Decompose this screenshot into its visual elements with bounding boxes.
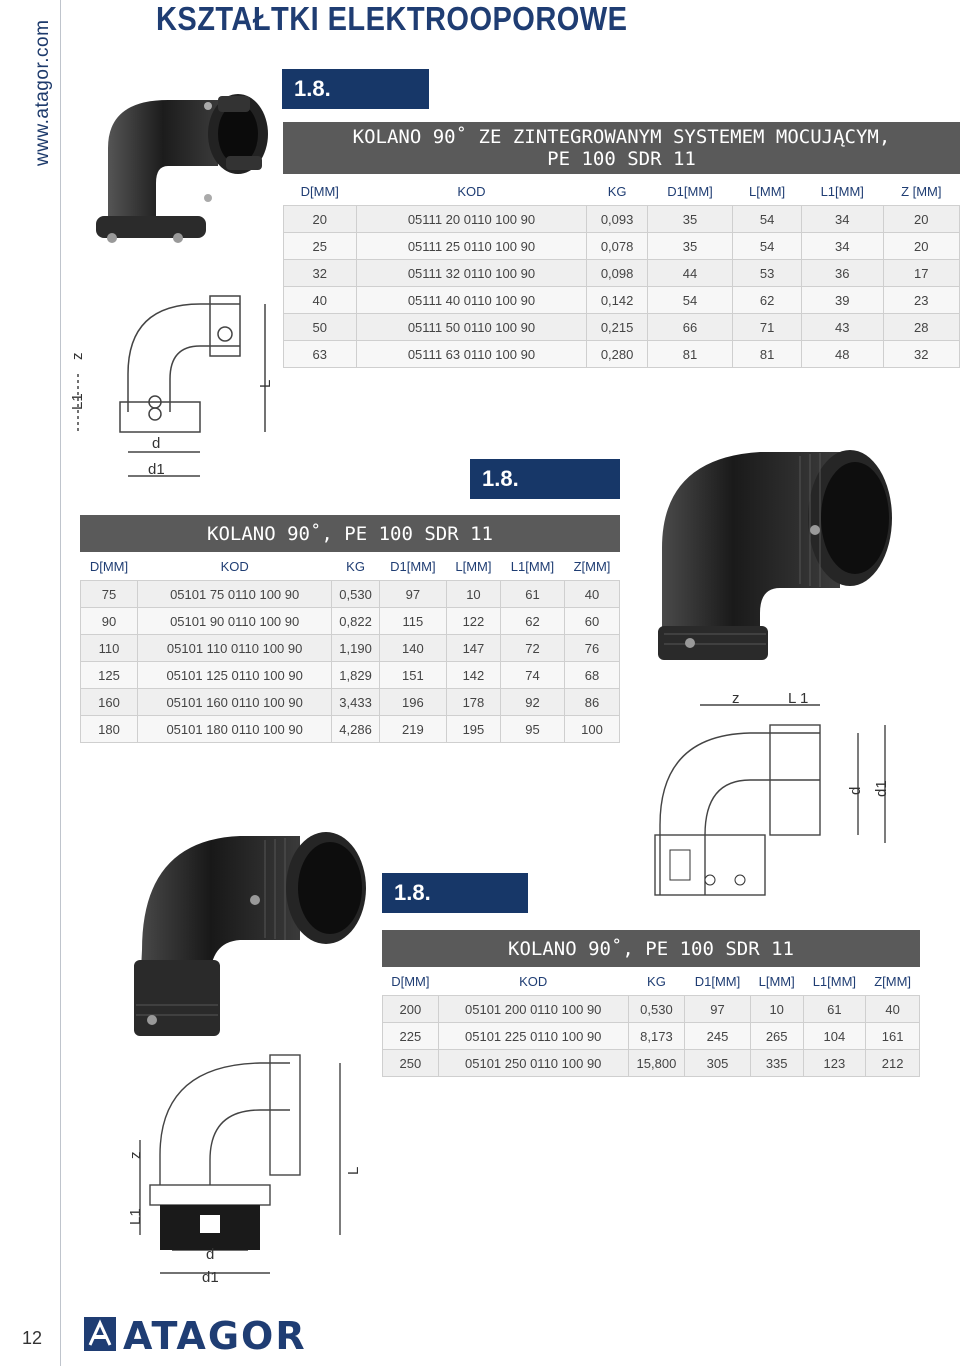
table-cell: 48 (801, 341, 883, 368)
table-cell: 97 (379, 581, 446, 608)
column-header: L1[MM] (801, 177, 883, 206)
table-cell: 32 (284, 260, 357, 287)
table-row (284, 206, 960, 233)
s3-label-d: d (206, 1246, 215, 1263)
table-cell: 0,530 (628, 996, 684, 1023)
table-cell: 05101 160 0110 100 90 (137, 689, 331, 716)
table-cell: 05101 90 0110 100 90 (137, 608, 331, 635)
table-cell: 160 (81, 689, 138, 716)
table-cell: 23 (883, 287, 959, 314)
table-row (81, 608, 620, 635)
table-cell: 34 (801, 233, 883, 260)
table-cell: 122 (446, 608, 500, 635)
s2-label-d1: d1 (873, 780, 890, 797)
table-cell: 86 (565, 689, 620, 716)
s1-label-z: z (69, 352, 86, 360)
column-header: L1[MM] (803, 967, 866, 996)
table-cell: 1,190 (332, 635, 379, 662)
table-cell: 05101 75 0110 100 90 (137, 581, 331, 608)
table-cell: 196 (379, 689, 446, 716)
table-cell: 05111 32 0110 100 90 (356, 260, 587, 287)
table-cell: 0,822 (332, 608, 379, 635)
table-row (81, 716, 620, 743)
table-cell: 10 (446, 581, 500, 608)
table-row (81, 662, 620, 689)
table-row (383, 996, 920, 1023)
table-cell: 17 (883, 260, 959, 287)
table-cell: 72 (500, 635, 564, 662)
table-cell: 63 (284, 341, 357, 368)
table-cell: 62 (500, 608, 564, 635)
table-row (284, 314, 960, 341)
table-cell: 104 (803, 1023, 866, 1050)
column-header: L[MM] (750, 967, 803, 996)
atagor-logo-icon (82, 1315, 118, 1353)
table-cell: 8,173 (628, 1023, 684, 1050)
column-header: KOD (137, 552, 331, 581)
table-cell: 178 (446, 689, 500, 716)
column-header: KG (587, 177, 647, 206)
s1-label-d1: d1 (148, 461, 165, 478)
table-cell: 140 (379, 635, 446, 662)
table-row (284, 233, 960, 260)
table-cell: 05101 250 0110 100 90 (438, 1050, 628, 1077)
table-cell: 335 (750, 1050, 803, 1077)
table-cell: 81 (733, 341, 802, 368)
page-number: 12 (22, 1328, 43, 1348)
s2-label-z: z (732, 690, 740, 707)
table-cell: 60 (565, 608, 620, 635)
section3-number: 1.8. (382, 873, 528, 913)
table-cell: 53 (733, 260, 802, 287)
table-cell: 05111 20 0110 100 90 (356, 206, 587, 233)
section1-product-photo (88, 88, 278, 268)
page-title: KSZTAŁTKI ELEKTROOPOROWE (156, 0, 628, 37)
column-header: Z [MM] (883, 177, 959, 206)
website-url[interactable]: www.atagor.com (32, 19, 53, 166)
table-cell: 115 (379, 608, 446, 635)
section2-title-text: KOLANO 90˚, PE 100 SDR 11 (207, 522, 493, 545)
table-cell: 34 (801, 206, 883, 233)
table-cell: 195 (446, 716, 500, 743)
section3-table (382, 967, 920, 1077)
table-cell: 54 (733, 206, 802, 233)
s3-label-d1: d1 (202, 1269, 219, 1285)
section1-number: 1.8. (282, 69, 429, 109)
table-cell: 05101 110 0110 100 90 (137, 635, 331, 662)
section1-technical-drawing (60, 284, 290, 494)
column-header: KG (332, 552, 379, 581)
table-cell: 40 (565, 581, 620, 608)
table-cell: 05101 125 0110 100 90 (137, 662, 331, 689)
column-header: Z[MM] (866, 967, 920, 996)
table-cell: 265 (750, 1023, 803, 1050)
table-row (81, 635, 620, 662)
table-cell: 142 (446, 662, 500, 689)
table-row (284, 341, 960, 368)
table-cell: 50 (284, 314, 357, 341)
section2-number: 1.8. (470, 459, 620, 499)
table-cell: 35 (647, 233, 733, 260)
table-cell: 0,280 (587, 341, 647, 368)
table-cell: 225 (383, 1023, 439, 1050)
table-cell: 61 (803, 996, 866, 1023)
table-cell: 250 (383, 1050, 439, 1077)
column-header: L[MM] (446, 552, 500, 581)
table-cell: 05111 50 0110 100 90 (356, 314, 587, 341)
table-cell: 71 (733, 314, 802, 341)
column-header: D[MM] (81, 552, 138, 581)
column-header: L[MM] (733, 177, 802, 206)
section2-title (80, 515, 620, 552)
atagor-logo-text: ATAGOR (123, 1314, 307, 1358)
table-cell: 125 (81, 662, 138, 689)
table-cell: 151 (379, 662, 446, 689)
table-cell: 40 (284, 287, 357, 314)
table-cell: 3,433 (332, 689, 379, 716)
table-cell: 0,142 (587, 287, 647, 314)
table-cell: 05101 225 0110 100 90 (438, 1023, 628, 1050)
table-cell: 05111 40 0110 100 90 (356, 287, 587, 314)
section2-table (80, 552, 620, 743)
table-cell: 74 (500, 662, 564, 689)
table-cell: 20 (883, 206, 959, 233)
table-cell: 28 (883, 314, 959, 341)
s3-label-l1: L1 (127, 1208, 144, 1225)
table-cell: 05111 25 0110 100 90 (356, 233, 587, 260)
table-cell: 40 (866, 996, 920, 1023)
table-cell: 32 (883, 341, 959, 368)
table-cell: 97 (685, 996, 751, 1023)
table-cell: 123 (803, 1050, 866, 1077)
s2-label-d: d (847, 786, 864, 795)
table-cell: 36 (801, 260, 883, 287)
s3-label-z: z (127, 1151, 144, 1159)
table-cell: 161 (866, 1023, 920, 1050)
table-cell: 05101 180 0110 100 90 (137, 716, 331, 743)
table-cell: 95 (500, 716, 564, 743)
s2-label-l1: L 1 (788, 690, 809, 707)
section3-product-photo (130, 830, 375, 1045)
section3-title (382, 930, 920, 967)
table-cell: 0,530 (332, 581, 379, 608)
table-cell: 10 (750, 996, 803, 1023)
column-header: KOD (356, 177, 587, 206)
s3-label-l: L (345, 1166, 362, 1175)
section2-product-photo (650, 438, 905, 673)
table-cell: 100 (565, 716, 620, 743)
table-cell: 68 (565, 662, 620, 689)
table-cell: 81 (647, 341, 733, 368)
table-cell: 200 (383, 996, 439, 1023)
table-cell: 75 (81, 581, 138, 608)
table-row (284, 260, 960, 287)
table-row (81, 689, 620, 716)
table-cell: 44 (647, 260, 733, 287)
section1-table (283, 177, 960, 368)
table-cell: 219 (379, 716, 446, 743)
table-cell: 20 (284, 206, 357, 233)
column-header: D[MM] (383, 967, 439, 996)
table-cell: 43 (801, 314, 883, 341)
column-header: L1[MM] (500, 552, 564, 581)
column-header: D1[MM] (379, 552, 446, 581)
table-cell: 90 (81, 608, 138, 635)
table-cell: 61 (500, 581, 564, 608)
section1-title-line1: KOLANO 90˚ ZE ZINTEGROWANYM SYSTEMEM MOCUJĄCYM, (352, 126, 891, 148)
table-cell: 76 (565, 635, 620, 662)
s1-label-d: d (152, 435, 161, 452)
section3-technical-drawing (120, 1045, 380, 1285)
table-cell: 1,829 (332, 662, 379, 689)
section3-title-text: KOLANO 90˚, PE 100 SDR 11 (508, 937, 794, 960)
table-cell: 0,098 (587, 260, 647, 287)
column-header: KG (628, 967, 684, 996)
table-cell: 110 (81, 635, 138, 662)
table-cell: 20 (883, 233, 959, 260)
s1-label-l: L (257, 379, 274, 388)
table-cell: 4,286 (332, 716, 379, 743)
table-row (383, 1050, 920, 1077)
table-cell: 0,215 (587, 314, 647, 341)
table-cell: 39 (801, 287, 883, 314)
table-row (284, 287, 960, 314)
column-header: D[MM] (284, 177, 357, 206)
table-cell: 0,078 (587, 233, 647, 260)
table-cell: 54 (733, 233, 802, 260)
table-cell: 305 (685, 1050, 751, 1077)
table-cell: 147 (446, 635, 500, 662)
sidebar-divider (60, 0, 61, 1366)
section2-technical-drawing (640, 685, 940, 915)
table-row (383, 1023, 920, 1050)
table-cell: 25 (284, 233, 357, 260)
table-cell: 180 (81, 716, 138, 743)
column-header: D1[MM] (685, 967, 751, 996)
s1-label-l1: L1 (69, 393, 86, 410)
table-row (81, 581, 620, 608)
table-cell: 62 (733, 287, 802, 314)
table-cell: 245 (685, 1023, 751, 1050)
column-header: Z[MM] (565, 552, 620, 581)
table-cell: 0,093 (587, 206, 647, 233)
column-header: D1[MM] (647, 177, 733, 206)
table-cell: 05111 63 0110 100 90 (356, 341, 587, 368)
column-header: KOD (438, 967, 628, 996)
section1-title (283, 122, 960, 174)
table-cell: 66 (647, 314, 733, 341)
table-cell: 92 (500, 689, 564, 716)
table-cell: 05101 200 0110 100 90 (438, 996, 628, 1023)
table-cell: 15,800 (628, 1050, 684, 1077)
table-cell: 212 (866, 1050, 920, 1077)
table-cell: 54 (647, 287, 733, 314)
section1-title-line2: PE 100 SDR 11 (547, 148, 696, 170)
table-cell: 35 (647, 206, 733, 233)
